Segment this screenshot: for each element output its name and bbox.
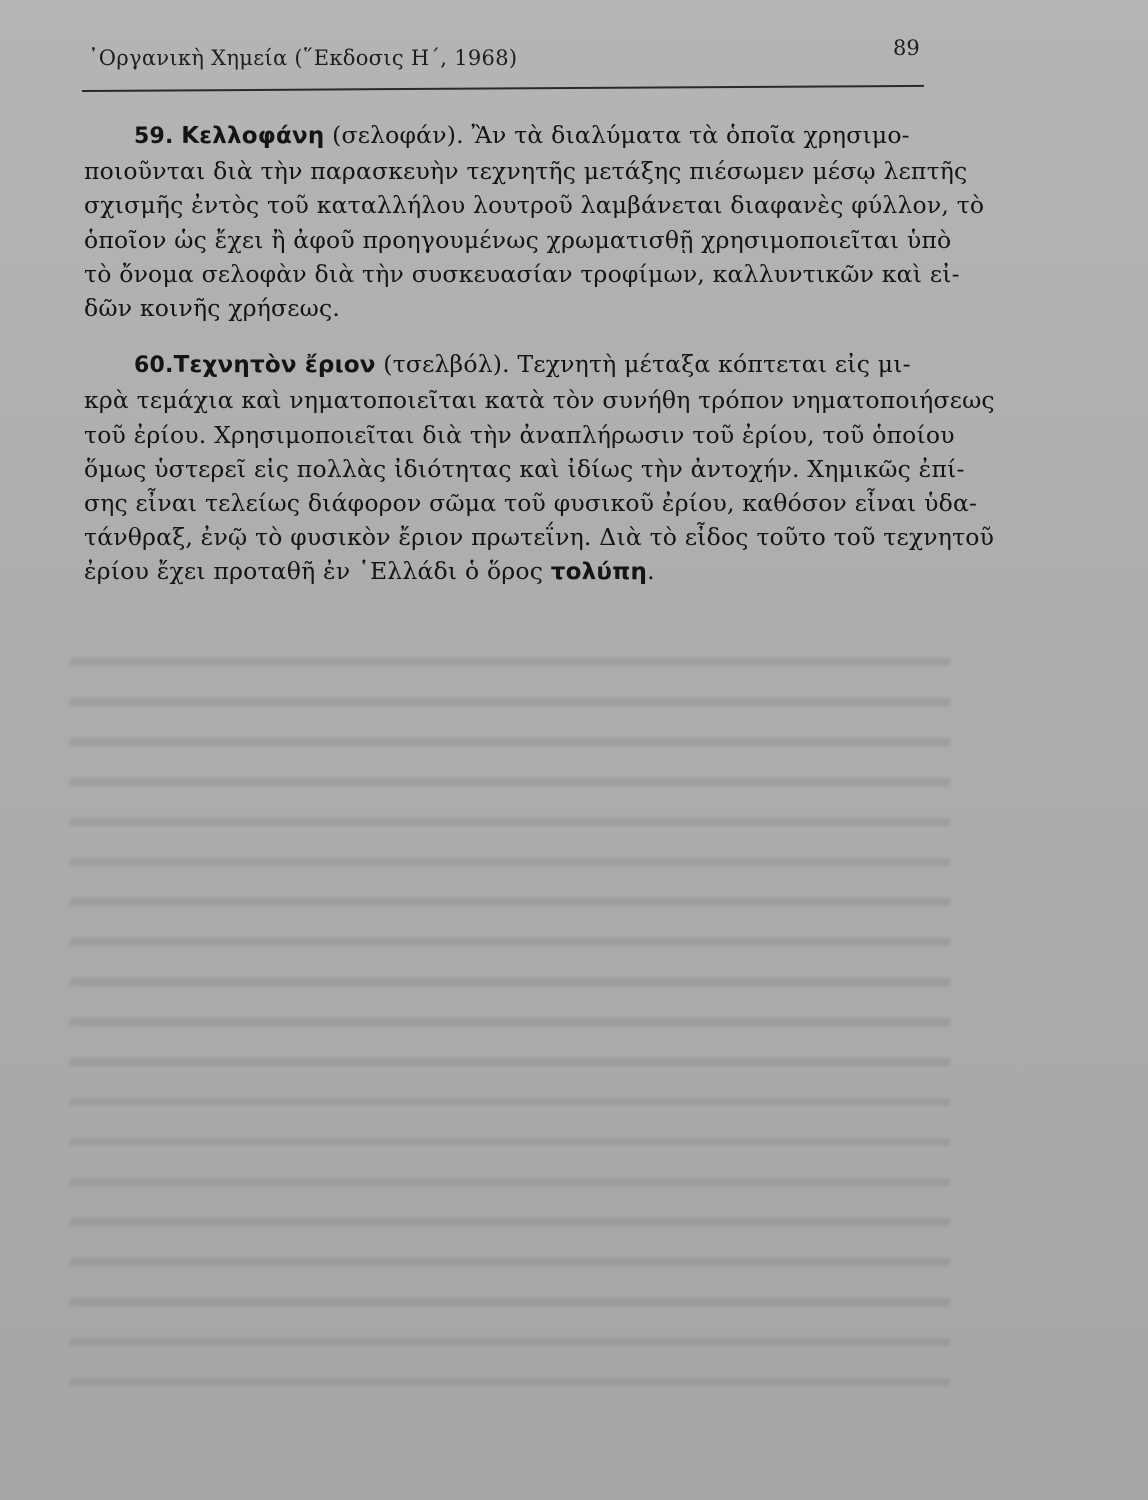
highlighted-term: τολύπη [550,559,648,586]
show-through-texture [70,640,950,1400]
entry-59-line: δῶν κοινῆς χρήσεως. [84,294,341,323]
entry-60-last-line [84,554,936,589]
paragraph-gap [84,325,936,347]
entry-60-line: τάνθραξ, ἐνῷ τὸ φυσικὸν ἔριον πρωτεΐνη. Διὰ τὸ εἶδος τοῦτο τοῦ τεχνητοῦ [84,523,995,552]
entry-59-line: τὸ ὄνομα σελοφὰν διὰ τὴν συσκευασίαν τροφίμων, καλλυντικῶν καὶ εἰ- [84,259,960,288]
entry-text: (τσελβόλ). Τεχνητὴ μέταξα κόπτεται εἰς μι- [383,350,911,379]
entry-60-line: σης εἶναι τελείως διάφορον σῶμα τοῦ φυσικοῦ ἐρίου, καθόσον εἶναι ὑδα- [84,489,978,518]
page-number: 89 [893,36,920,60]
entry-59-line: σχισμῆς ἐντὸς τοῦ καταλλήλου λουτροῦ λαμβάνεται διαφανὲς φύλλον, τὸ [84,191,985,220]
entry-59-first-line [84,118,936,154]
entry-60-line: κρὰ τεμάχια καὶ νηματοποιεῖται κατὰ τὸν συνήθη τρόπον νηματοποιήσεως [84,386,995,415]
header-rule [82,85,924,92]
entry-number: 60. [134,353,174,379]
running-title: ᾿Οργανικὴ Χημεία (῞Εκδοσις Η΄, 1968) [88,46,518,70]
entry-text: ἐρίου ἔχει προταθῆ ἐν ῾Ελλάδι ὁ ὅρος [84,557,551,586]
entry-term: Τεχνητὸν ἔριον [173,352,376,379]
entry-59-line: ὁποῖον ὡς ἔχει ἢ ἀφοῦ προηγουμένως χρωματισθῇ χρησιμοποιεῖται ὑπὸ [84,225,952,254]
entry-60-line: τοῦ ἐρίου. Χρησιμοποιεῖται διὰ τὴν ἀναπλήρωσιν τοῦ ἐρίου, τοῦ ὁποίου [84,420,955,449]
entry-term: Κελλοφάνη [181,123,325,149]
entry-59-line: ποιοῦνται διὰ τὴν παρασκευὴν τεχνητῆς μετάξης πιέσωμεν μέσῳ λεπτῆς [84,157,968,186]
entry-text: (σελοφάν). Ἂν τὰ διαλύματα τὰ ὁποῖα χρησιμο- [332,121,910,149]
entry-60-first-line [84,347,936,383]
entry-60-line: ὅμως ὑστερεῖ εἰς πολλὰς ἰδιότητας καὶ ἰδίως τὴν ἀντοχήν. Χημικῶς ἐπί- [84,454,965,483]
entry-text: . [647,557,655,586]
body-text [84,118,995,590]
entry-number: 59. [134,124,174,149]
